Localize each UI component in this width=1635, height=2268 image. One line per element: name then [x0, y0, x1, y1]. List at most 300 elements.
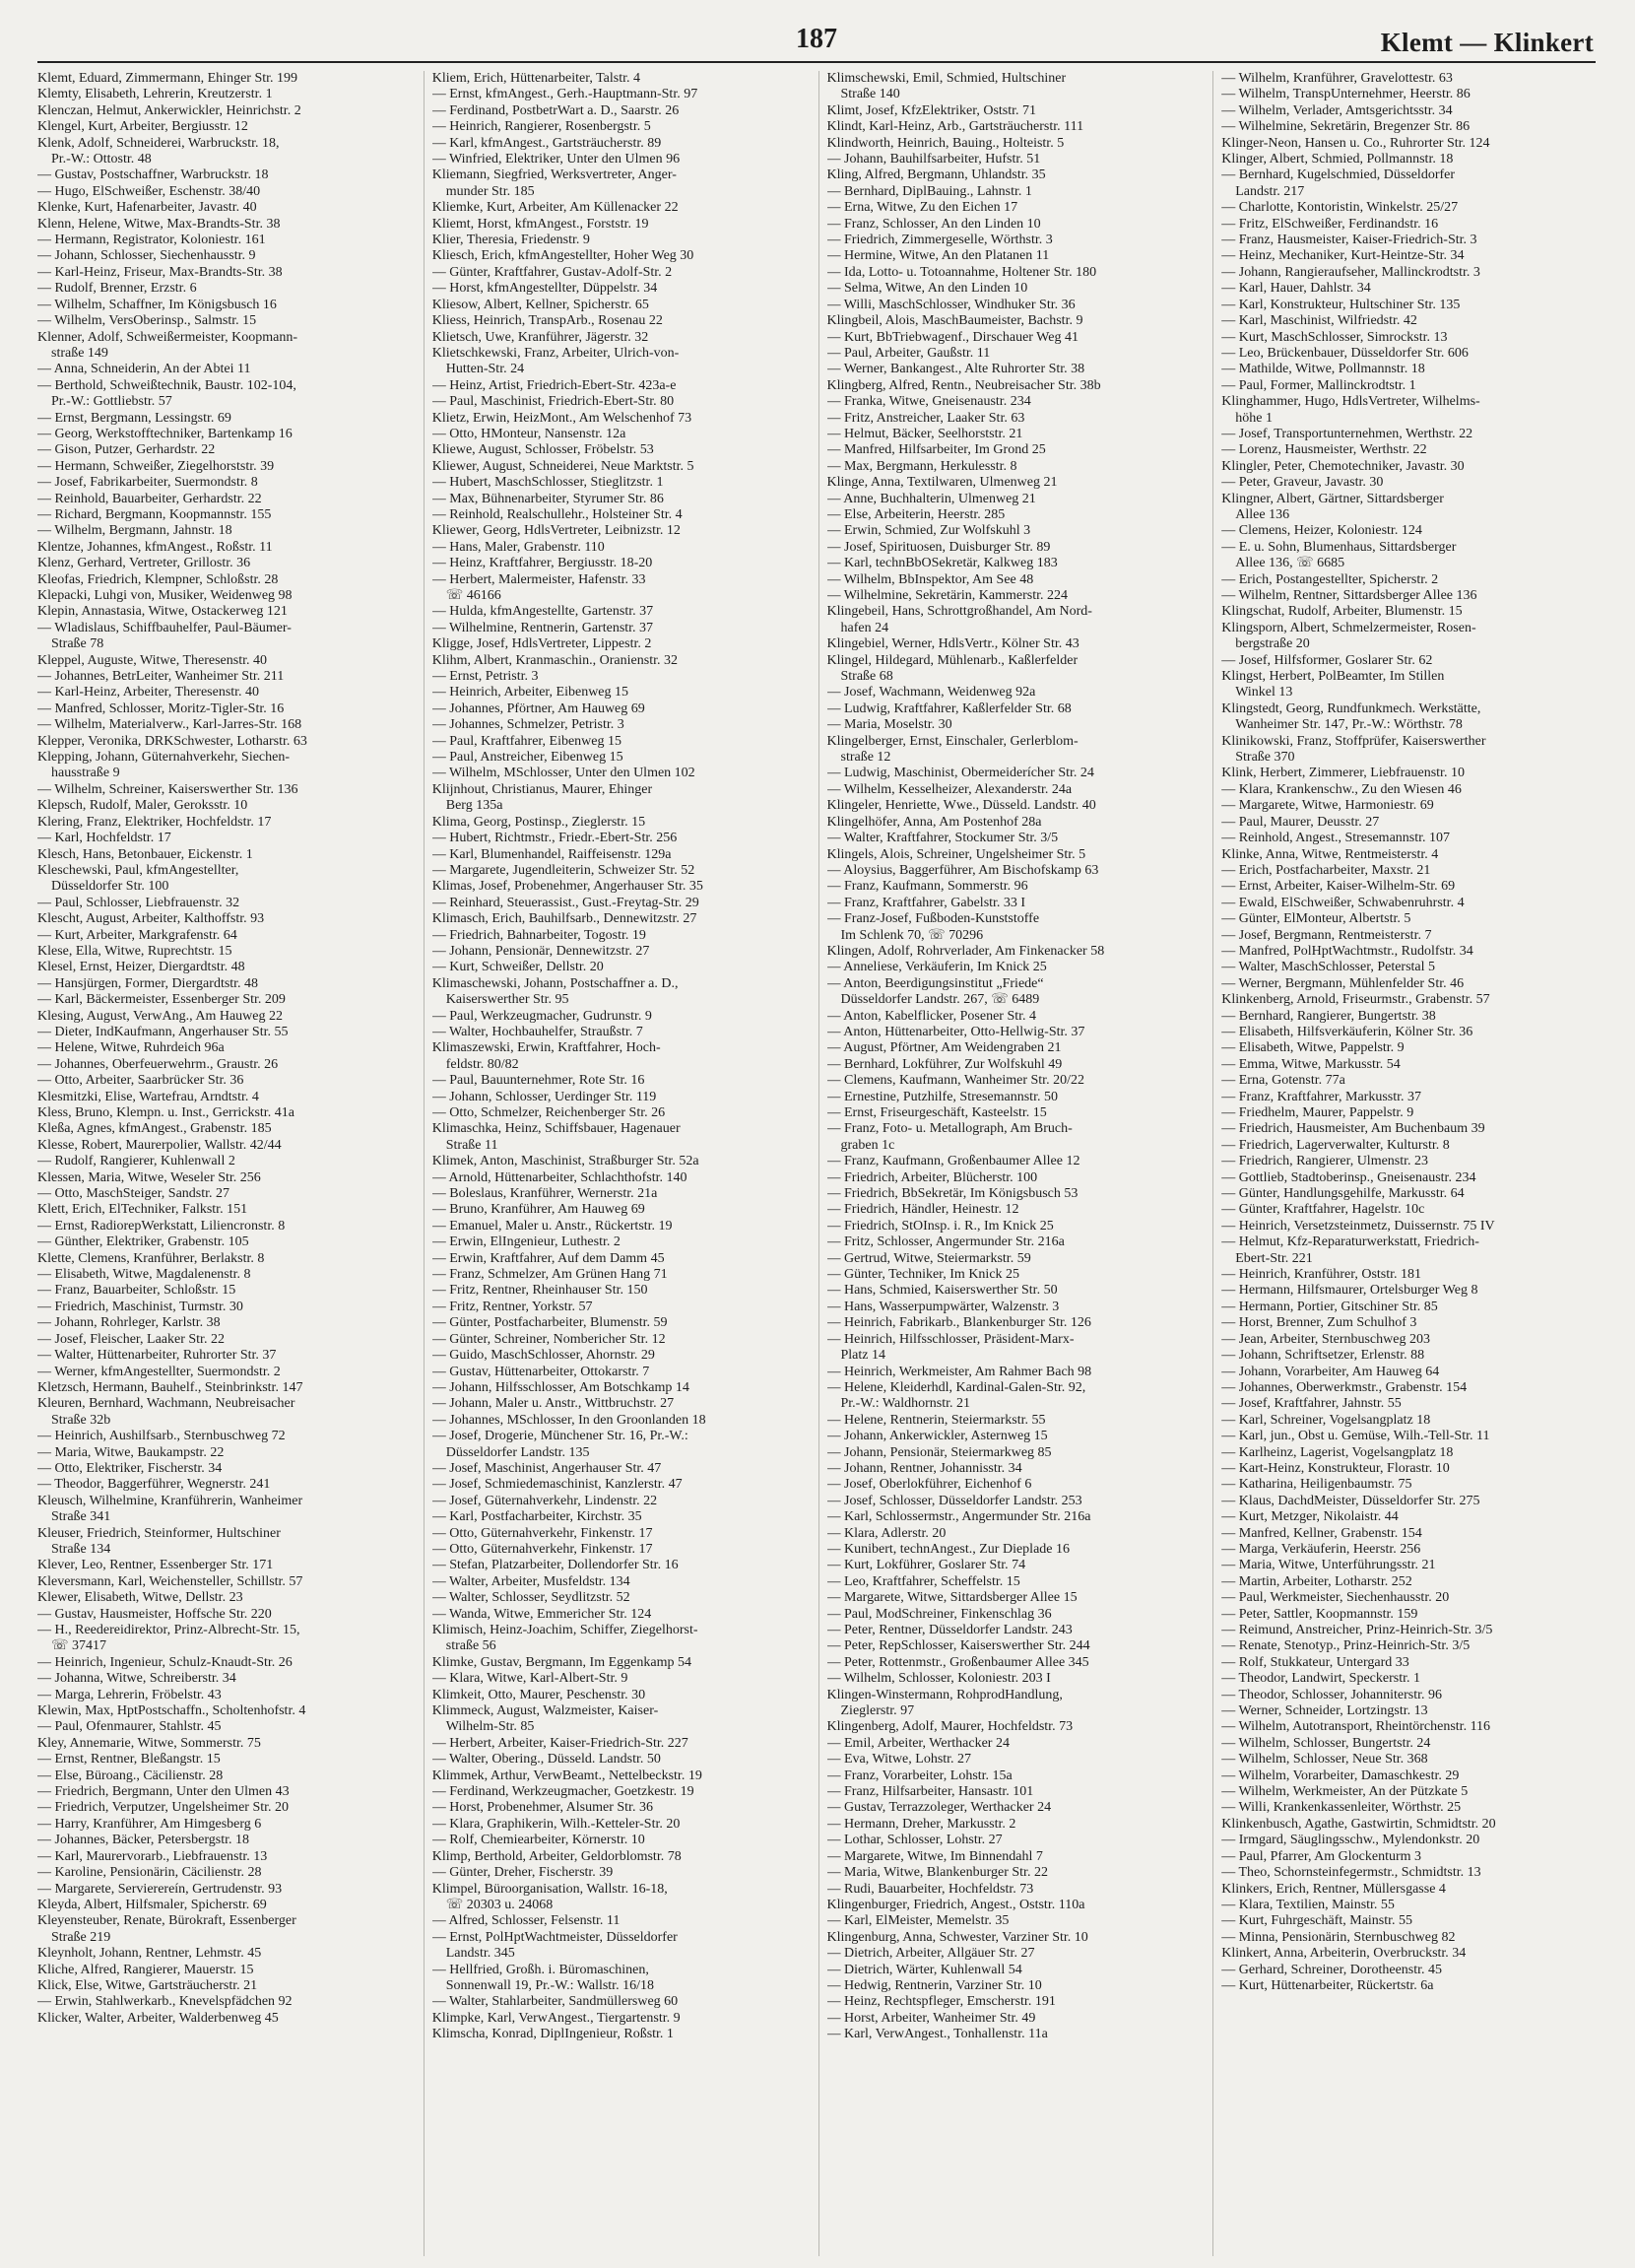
directory-entry: Klenk, Adolf, Schneiderei, Warbruckstr. 18,	[37, 135, 280, 151]
directory-entry: — Lorenz, Hausmeister, Werthstr. 22	[1221, 442, 1427, 458]
directory-entry: — Ida, Lotto- u. Totoannahme, Holtener Str. 180	[826, 264, 1097, 280]
directory-entry: — Anton, Beerdigungsinstitut „Friede“	[826, 975, 1044, 991]
directory-entry: — Maria, Witwe, Baukampstr. 22	[37, 1444, 225, 1460]
directory-entry: — Paul, Werkmeister, Siechenhausstr. 20	[1221, 1590, 1450, 1606]
directory-entry: Klimasch, Erich, Bauhilfsarb., Dennewitzstr. 27	[431, 911, 697, 927]
directory-entry: — Else, Büroang., Cäcilienstr. 28	[37, 1768, 224, 1783]
directory-entry: Klimaszewski, Erwin, Kraftfahrer, Hoch-	[431, 1040, 661, 1056]
directory-entry: — Leo, Brückenbauer, Düsseldorfer Str. 606	[1221, 345, 1469, 361]
directory-entry: — Karl-Heinz, Arbeiter, Theresenstr. 40	[37, 685, 260, 700]
directory-entry: — Selma, Witwe, An den Linden 10	[826, 281, 1028, 297]
directory-entry: — Paul, Bauunternehmer, Rote Str. 16	[431, 1073, 645, 1089]
directory-entry: Zieglerstr. 97	[840, 1703, 915, 1719]
directory-entry: — Paul, Werkzeugmacher, Gudrunstr. 9	[431, 1008, 652, 1024]
directory-column-4	[1212, 71, 1596, 2256]
directory-entry: — Josef, Schmiedemaschinist, Kanzlerstr. 47	[431, 1477, 683, 1493]
directory-entry: — Wanda, Witwe, Emmericher Str. 124	[431, 1606, 652, 1622]
directory-entry: Klijnhout, Christianus, Maurer, Ehinger	[431, 781, 653, 797]
directory-entry: — Klara, Krankenschw., Zu den Wiesen 46	[1221, 781, 1462, 797]
directory-entry: bergstraße 20	[1235, 636, 1310, 652]
directory-entry: — Horst, kfmAngestellter, Düppelstr. 34	[431, 281, 658, 297]
directory-entry: Platz 14	[840, 1348, 885, 1364]
page-range-title: Klemt — Klinkert	[1380, 28, 1594, 57]
directory-entry: — Hugo, ElSchweißer, Eschenstr. 38/40	[37, 183, 261, 199]
directory-entry: — Wilhelm, BbInspektor, Am See 48	[826, 571, 1034, 587]
directory-entry: Klinikowski, Franz, Stoffprüfer, Kaiserswerther	[1221, 733, 1486, 749]
directory-entry: — Martin, Arbeiter, Lotharstr. 252	[1221, 1573, 1412, 1589]
directory-entry: — Johannes, BetrLeiter, Wanheimer Str. 211	[37, 669, 285, 685]
directory-entry: Wanheimer Str. 147, Pr.-W.: Wörthstr. 78	[1235, 717, 1463, 733]
directory-entry: — Gustav, Hüttenarbeiter, Ottokarstr. 7	[431, 1364, 650, 1379]
directory-entry: — Eva, Witwe, Lohstr. 27	[826, 1752, 972, 1768]
directory-entry: — Karl, Bäckermeister, Essenberger Str. 209	[37, 992, 286, 1008]
directory-entry: Straße 370	[1235, 750, 1295, 766]
directory-entry: — Lothar, Schlosser, Lohstr. 27	[826, 1833, 1003, 1848]
directory-entry: Klimp, Berthold, Arbeiter, Geldorblomstr. 78	[431, 1848, 682, 1864]
directory-entry: Klimmeck, August, Walzmeister, Kaiser-	[431, 1703, 659, 1719]
directory-entry: Klesch, Hans, Betonbauer, Eickenstr. 1	[37, 846, 253, 862]
directory-entry: Kleversmann, Karl, Weichensteller, Schillstr. 57	[37, 1573, 303, 1589]
directory-entry: — Wilhelm, MSchlosser, Unter den Ulmen 102	[431, 766, 695, 781]
directory-entry: — Margarete, Witwe, Harmoniestr. 69	[1221, 798, 1434, 814]
directory-entry: feldstr. 80/82	[445, 1056, 519, 1072]
directory-entry: Pr.-W.: Ottostr. 48	[51, 152, 152, 167]
directory-entry: Allee 136, ☏ 6685	[1235, 556, 1345, 571]
directory-entry: Klingstedt, Georg, Rundfunkmech. Werkstätte,	[1221, 700, 1481, 716]
directory-column-3	[818, 71, 1202, 2256]
directory-entry: — Josef, Fleischer, Laaker Str. 22	[37, 1331, 225, 1347]
directory-entry: — Heinrich, Rangierer, Rosenbergstr. 5	[431, 119, 651, 135]
directory-entry: — Wilhelm, Schaffner, Im Königsbusch 16	[37, 297, 277, 312]
directory-entry: Klese, Ella, Witwe, Ruprechtstr. 15	[37, 943, 232, 959]
directory-entry: — Ernst, Friseurgeschäft, Kasteelstr. 15	[826, 1105, 1047, 1120]
directory-entry: — Stefan, Platzarbeiter, Dollendorfer Str. 16	[431, 1558, 679, 1573]
directory-entry: — Otto, Güternahverkehr, Finkenstr. 17	[431, 1541, 653, 1557]
directory-entry: — Ludwig, Maschinist, Obermeiderícher Str. 24	[826, 766, 1094, 781]
directory-entry: Straße 32b	[51, 1412, 111, 1428]
directory-entry: — Josef, Maschinist, Angerhauser Str. 47	[431, 1460, 662, 1476]
directory-entry: Klenner, Adolf, Schweißermeister, Koopmann-	[37, 329, 298, 345]
directory-entry: — Reinhold, Angest., Stresemannstr. 107	[1221, 831, 1451, 846]
directory-entry: Kleyda, Albert, Hilfsmaler, Spicherstr. 69	[37, 1897, 267, 1912]
directory-entry: — Wilhelm, Vorarbeiter, Damaschkestr. 29	[1221, 1768, 1460, 1783]
directory-entry: Allee 136	[1235, 506, 1290, 522]
directory-entry: — Peter, Sattler, Koopmannstr. 159	[1221, 1606, 1418, 1622]
directory-entry: Klepsch, Rudolf, Maler, Geroksstr. 10	[37, 798, 248, 814]
directory-entry: — Heinrich, Fabrikarb., Blankenburger Str. 126	[826, 1315, 1091, 1331]
directory-entry: — Helmut, Bäcker, Seelhorststr. 21	[826, 426, 1023, 441]
directory-entry: — Paul, ModSchreiner, Finkenschlag 36	[826, 1606, 1052, 1622]
directory-entry: — Boleslaus, Kranführer, Wernerstr. 21a	[431, 1186, 658, 1202]
directory-entry: — Otto, Arbeiter, Saarbrücker Str. 36	[37, 1073, 244, 1089]
directory-entry: — Klara, Textilien, Mainstr. 55	[1221, 1897, 1395, 1912]
directory-entry: — Emma, Witwe, Markusstr. 54	[1221, 1056, 1401, 1072]
directory-entry: Klimschewski, Emil, Schmied, Hultschiner	[826, 71, 1067, 86]
directory-entry: Winkel 13	[1235, 685, 1293, 700]
directory-entry: — Kurt, Arbeiter, Markgrafenstr. 64	[37, 927, 237, 943]
directory-entry: Klinge, Anna, Textilwaren, Ulmenweg 21	[826, 475, 1058, 491]
directory-entry: — Kurt, Schweißer, Dellstr. 20	[431, 960, 604, 975]
directory-entry: — Johannes, Pförtner, Am Hauweg 69	[431, 700, 645, 716]
directory-entry: — Wilhelm, Bergmann, Jahnstr. 18	[37, 523, 232, 539]
directory-entry: — Heinz, Mechaniker, Kurt-Heintze-Str. 34	[1221, 248, 1465, 264]
directory-entry: — Paul, Schlosser, Liebfrauenstr. 32	[37, 895, 240, 910]
directory-entry: Klinger, Albert, Schmied, Pollmannstr. 18	[1221, 152, 1454, 167]
directory-entry: — Emanuel, Maler u. Anstr., Rückertstr. 19	[431, 1218, 673, 1234]
directory-entry: — Walter, Hochbauhelfer, Straußstr. 7	[431, 1024, 643, 1039]
directory-entry: — Günther, Elektriker, Grabenstr. 105	[37, 1234, 249, 1250]
directory-entry: — Arnold, Hüttenarbeiter, Schlachthofstr. 140	[431, 1169, 687, 1185]
directory-entry: — Hulda, kfmAngestellte, Gartenstr. 37	[431, 604, 654, 620]
directory-entry: Klingberg, Alfred, Rentn., Neubreisacher Str. 38b	[826, 377, 1101, 393]
directory-entry: — Johann, Ankerwickler, Asternweg 15	[826, 1429, 1048, 1444]
directory-entry: — Emil, Arbeiter, Werthacker 24	[826, 1735, 1010, 1751]
directory-entry: Klindworth, Heinrich, Bauing., Holteistr. 5	[826, 135, 1065, 151]
directory-entry: — Paul, Maschinist, Friedrich-Ebert-Str. 80	[431, 394, 675, 410]
directory-entry: — Manfred, Hilfsarbeiter, Im Grond 25	[826, 442, 1046, 458]
directory-entry: — Franz, Schlosser, An den Linden 10	[826, 216, 1041, 232]
directory-entry: — Kurt, MaschSchlosser, Simrockstr. 13	[1221, 329, 1448, 345]
directory-entry: — Walter, MaschSchlosser, Peterstal 5	[1221, 960, 1436, 975]
directory-column-1	[37, 71, 412, 2256]
directory-entry: — Johann, Schriftsetzer, Erlenstr. 88	[1221, 1348, 1425, 1364]
directory-entry: Kliesow, Albert, Kellner, Spicherstr. 65	[431, 297, 649, 312]
directory-entry: — Karl, Konstrukteur, Hultschiner Str. 135	[1221, 297, 1461, 312]
directory-entry: — Friedrich, BbSekretär, Im Königsbusch 53	[826, 1186, 1079, 1202]
directory-entry: — Walter, Schlosser, Seydlitzstr. 52	[431, 1590, 630, 1606]
directory-entry: — Herbert, Arbeiter, Kaiser-Friedrich-Str. 227	[431, 1735, 688, 1751]
directory-entry: — Guido, MaschSchlosser, Ahornstr. 29	[431, 1348, 655, 1364]
directory-entry: — Heinrich, Arbeiter, Eibenweg 15	[431, 685, 629, 700]
directory-entry: Düsseldorfer Str. 100	[51, 879, 169, 895]
directory-entry: — Karl, Maschinist, Wilfriedstr. 42	[1221, 313, 1417, 329]
directory-entry: — Werner, Bankangest., Alte Ruhrorter Str. 38	[826, 362, 1085, 377]
directory-entry: — Kurt, Metzger, Nikolaistr. 44	[1221, 1509, 1399, 1525]
directory-entry: Kliewe, August, Schlosser, Fröbelstr. 53	[431, 442, 654, 458]
directory-entry: — Friedrich, Bahnarbeiter, Togostr. 19	[431, 927, 646, 943]
directory-entry: Berg 135a	[445, 798, 503, 814]
directory-entry: — Kurt, Lokführer, Goslarer Str. 74	[826, 1558, 1026, 1573]
directory-entry: — Karl, Maurervorarb., Liebfrauenstr. 13	[37, 1848, 268, 1864]
directory-entry: — Friedrich, Rangierer, Ulmenstr. 23	[1221, 1154, 1429, 1169]
directory-entry: — Erwin, ElIngenieur, Luthestr. 2	[431, 1234, 621, 1250]
directory-entry: — Karl, Hauer, Dahlstr. 34	[1221, 281, 1371, 297]
directory-entry: — Alfred, Schlosser, Felsenstr. 11	[431, 1913, 621, 1929]
directory-entry: — Horst, Probenehmer, Alsumer Str. 36	[431, 1800, 653, 1816]
directory-entry: — Ernst, Bergmann, Lessingstr. 69	[37, 410, 231, 426]
directory-entry: — Hermann, Dreher, Markusstr. 2	[826, 1816, 1016, 1832]
directory-entry: — Wilhelmine, Sekretärin, Bregenzer Str. 86	[1221, 119, 1471, 135]
directory-entry: — Josef, Spirituosen, Duisburger Str. 89	[826, 539, 1051, 555]
directory-entry: — Wilhelm, Kranführer, Gravelottestr. 63	[1221, 71, 1453, 86]
directory-entry: — E. u. Sohn, Blumenhaus, Sittardsberger	[1221, 539, 1457, 555]
directory-entry: Klesmitzki, Elise, Wartefrau, Arndtstr. 4	[37, 1089, 259, 1104]
directory-entry: Wilhelm-Str. 85	[445, 1719, 535, 1735]
directory-entry: Klingebeil, Hans, Schrottgroßhandel, Am Nord-	[826, 604, 1092, 620]
directory-entry: — Anton, Hüttenarbeiter, Otto-Hellwig-Str. 37	[826, 1024, 1085, 1039]
directory-entry: Kliewer, Georg, HdlsVertreter, Leibnizstr. 12	[431, 523, 681, 539]
directory-entry: Kliewer, August, Schneiderei, Neue Marktstr. 5	[431, 458, 694, 474]
directory-entry: — Werner, Bergmann, Mühlenfelder Str. 46	[1221, 975, 1465, 991]
directory-entry: Klingner, Albert, Gärtner, Sittardsberger	[1221, 491, 1444, 506]
directory-entry: Klimscha, Konrad, DiplIngenieur, Roßstr. 1	[431, 2027, 674, 2042]
directory-entry: Kleuser, Friedrich, Steinformer, Hultschiner	[37, 1525, 281, 1541]
directory-entry: Klenz, Gerhard, Vertreter, Grillostr. 36	[37, 556, 251, 571]
directory-entry: — Winfried, Elektriker, Unter den Ulmen 96	[431, 152, 681, 167]
directory-entry: — Wilhelmine, Rentnerin, Gartenstr. 37	[431, 620, 654, 635]
directory-entry: Klever, Leo, Rentner, Essenberger Str. 171	[37, 1558, 274, 1573]
directory-entry: — Friedrich, StOInsp. i. R., Im Knick 25	[826, 1218, 1054, 1234]
directory-entry: — Josef, Transportunternehmen, Werthstr. 22	[1221, 426, 1473, 441]
directory-entry: — Anne, Buchhalterin, Ulmenweg 21	[826, 491, 1036, 506]
directory-entry: — Hans, Maler, Grabenstr. 110	[431, 539, 605, 555]
directory-entry: Kley, Annemarie, Witwe, Sommerstr. 75	[37, 1735, 261, 1751]
directory-entry: — Anneliese, Verkäuferin, Im Knick 25	[826, 960, 1047, 975]
directory-entry: — Hermann, Portier, Gitschiner Str. 85	[1221, 1299, 1438, 1314]
directory-entry: — Karl, VerwAngest., Tonhallenstr. 11a	[826, 2027, 1048, 2042]
directory-entry: — Friedrich, Bergmann, Unter den Ulmen 43	[37, 1784, 290, 1800]
directory-entry: — Günter, Kraftfahrer, Gustav-Adolf-Str. 2	[431, 264, 673, 280]
directory-entry: Landstr. 217	[1235, 183, 1305, 199]
directory-entry: Klingenburger, Friedrich, Angest., Oststr. 110a	[826, 1897, 1085, 1912]
directory-entry: — Gustav, Hausmeister, Hoffsche Str. 220	[37, 1606, 272, 1622]
directory-entry: — Theodor, Schlosser, Johanniterstr. 96	[1221, 1687, 1443, 1702]
directory-entry: — Josef, Drogerie, Münchener Str. 16, Pr.-W.:	[431, 1429, 688, 1444]
directory-entry: — Karl, kfmAngest., Gartsträucherstr. 89	[431, 135, 662, 151]
directory-entry: — Hermann, Registrator, Koloniestr. 161	[37, 233, 266, 248]
directory-entry: Klimkeit, Otto, Maurer, Peschenstr. 30	[431, 1687, 646, 1702]
directory-entry: — Josef, Schlosser, Düsseldorfer Landstr. 253	[826, 1493, 1082, 1508]
directory-entry: — Karl, Hochfeldstr. 17	[37, 831, 171, 846]
directory-entry: — Erich, Postfacharbeiter, Maxstr. 21	[1221, 862, 1431, 878]
directory-entry: — Max, Bergmann, Herkulesstr. 8	[826, 458, 1017, 474]
directory-entry: — Wilhelm, Kesselheizer, Alexanderstr. 24a	[826, 781, 1073, 797]
directory-entry: Klimaschewski, Johann, Postschaffner a. D.,	[431, 975, 679, 991]
directory-entry: — Otto, Schmelzer, Reichenberger Str. 26	[431, 1105, 666, 1120]
directory-entry: Klick, Else, Witwe, Gartsträucherstr. 21	[37, 1977, 258, 1993]
directory-entry: Ebert-Str. 221	[1235, 1250, 1313, 1266]
directory-entry: — Kurt, Fuhrgeschäft, Mainstr. 55	[1221, 1913, 1413, 1929]
directory-entry: Kliemann, Siegfried, Werksvertreter, Anger-	[431, 167, 677, 183]
directory-entry: — Franz, Kraftfahrer, Markusstr. 37	[1221, 1089, 1422, 1104]
directory-entry: — Johannes, Schmelzer, Petristr. 3	[431, 717, 624, 733]
directory-entry: — Johann, Pensionär, Steiermarkweg 85	[826, 1444, 1052, 1460]
directory-entry: — Ernst, RadiorepWerkstatt, Liliencronstr. 8	[37, 1218, 286, 1234]
directory-entry: — Günter, Postfacharbeiter, Blumenstr. 59	[431, 1315, 668, 1331]
directory-entry: — Walter, Hüttenarbeiter, Ruhrorter Str. 37	[37, 1348, 277, 1364]
directory-entry: — Harry, Kranführer, Am Himgesberg 6	[37, 1816, 262, 1832]
directory-entry: Klinghammer, Hugo, HdlsVertreter, Wilhelms-	[1221, 394, 1480, 410]
directory-entry: — August, Pförtner, Am Weidengraben 21	[826, 1040, 1062, 1056]
directory-entry: Klenczan, Helmut, Ankerwickler, Heinrichstr. 2	[37, 102, 301, 118]
directory-entry: straße 149	[51, 345, 108, 361]
directory-entry: — Wilhelm, Schlosser, Bungertstr. 24	[1221, 1735, 1431, 1751]
directory-entry: — Margarete, Jugendleiterin, Schweizer Str. 52	[431, 862, 695, 878]
directory-entry: — Heinrich, Ingenieur, Schulz-Knaudt-Str. 26	[37, 1654, 293, 1670]
directory-entry: — Elisabeth, Witwe, Pappelstr. 9	[1221, 1040, 1405, 1056]
directory-entry: — Horst, Arbeiter, Wanheimer Str. 49	[826, 2010, 1036, 2026]
directory-entry: Straße 219	[51, 1929, 111, 1945]
directory-entry: — Maria, Moselstr. 30	[826, 717, 952, 733]
directory-entry: — Reinhard, Steuerassist., Gust.-Freytag-Str. 29	[431, 895, 699, 910]
directory-entry: Kleschewski, Paul, kfmAngestellter,	[37, 862, 239, 878]
directory-entry: — Erwin, Stahlwerkarb., Knevelspfädchen 92	[37, 1994, 293, 2010]
directory-entry: — Josef, Wachmann, Weidenweg 92a	[826, 685, 1036, 700]
directory-entry: Klimas, Josef, Probenehmer, Angerhauser Str. 35	[431, 879, 703, 895]
directory-entry: — Hans, Wasserpumpwärter, Walzenstr. 3	[826, 1299, 1060, 1314]
directory-entry: Klering, Franz, Elektriker, Hochfeldstr. 17	[37, 814, 272, 830]
directory-entry: — H., Reedereidirektor, Prinz-Albrecht-Str. 15,	[37, 1623, 300, 1637]
directory-entry: — Margarete, Servierereín, Gertrudenstr. 93	[37, 1881, 283, 1897]
directory-entry: Klietschkewski, Franz, Arbeiter, Ulrich-von-	[431, 345, 680, 361]
directory-entry: Klimpel, Büroorganisation, Wallstr. 16-18,	[431, 1881, 668, 1897]
directory-entry: — Ewald, ElSchweißer, Schwabenruhrstr. 4	[1221, 895, 1465, 910]
directory-entry: — Karl, Postfacharbeiter, Kirchstr. 35	[431, 1509, 642, 1525]
directory-entry: Kleuren, Bernhard, Wachmann, Neubreisacher	[37, 1396, 295, 1412]
directory-entry: — Wilhelm, Schlosser, Neue Str. 368	[1221, 1752, 1428, 1768]
directory-entry: — Günter, Techniker, Im Knick 25	[826, 1267, 1020, 1283]
directory-entry: — Karl-Heinz, Friseur, Max-Brandts-Str. 38	[37, 264, 283, 280]
directory-entry: Klima, Georg, Postinsp., Zieglerstr. 15	[431, 814, 646, 830]
directory-entry: Klimmek, Arthur, VerwBeamt., Nettelbeckstr. 19	[431, 1768, 702, 1783]
directory-entry: Klihm, Albert, Kranmaschin., Oranienstr. 32	[431, 652, 678, 668]
directory-entry: — Johann, Hilfsschlosser, Am Botschkamp 14	[431, 1379, 689, 1395]
directory-entry: — Kurt, BbTriebwagenf., Dirschauer Weg 41	[826, 329, 1079, 345]
directory-entry: Kliemt, Horst, kfmAngest., Forststr. 19	[431, 216, 649, 232]
directory-entry: Klinke, Anna, Witwe, Rentmeisterstr. 4	[1221, 846, 1439, 862]
directory-entry: — Johann, Rangieraufseher, Mallinckrodtstr. 3	[1221, 264, 1480, 280]
directory-entry: — Wilhelm, Schlosser, Koloniestr. 203 I	[826, 1671, 1051, 1687]
directory-entry: — Hermine, Witwe, An den Platanen 11	[826, 248, 1050, 264]
directory-entry: Klingschat, Rudolf, Arbeiter, Blumenstr. 15	[1221, 604, 1463, 620]
directory-entry: — Franz-Josef, Fußboden-Kunststoffe	[826, 911, 1040, 927]
directory-entry: — Fritz, ElSchweißer, Ferdinandstr. 16	[1221, 216, 1439, 232]
directory-entry: — Otto, Güternahverkehr, Finkenstr. 17	[431, 1525, 653, 1541]
directory-entry: Pr.-W.: Gottliebstr. 57	[51, 394, 172, 410]
directory-entry: — Marga, Verkäuferin, Heerstr. 256	[1221, 1541, 1421, 1557]
directory-entry: — Josef, Oberlokführer, Eichenhof 6	[826, 1477, 1032, 1493]
directory-entry: — Franz, Schmelzer, Am Grünen Hang 71	[431, 1267, 668, 1283]
directory-entry: — Klaus, DachdMeister, Düsseldorfer Str. 275	[1221, 1493, 1480, 1508]
directory-entry: — Walter, Arbeiter, Musfeldstr. 134	[431, 1573, 630, 1589]
directory-entry: — Johann, Schlosser, Uerdinger Str. 119	[431, 1089, 657, 1104]
directory-entry: Klingen-Winstermann, RohprodHandlung,	[826, 1687, 1063, 1702]
directory-entry: — Wilhelm, Schreiner, Kaiserswerther Str. 136	[37, 781, 298, 797]
directory-entry: Klietz, Erwin, HeizMont., Am Welschenhof 73	[431, 410, 692, 426]
directory-entry: — Hubert, MaschSchlosser, Stieglitzstr. 1	[431, 475, 664, 491]
directory-entry: — Karl, jun., Obst u. Gemüse, Wilh.-Tell-Str. 11	[1221, 1429, 1490, 1444]
directory-entry: — Bruno, Kranführer, Am Hauweg 69	[431, 1202, 645, 1218]
directory-entry: Kling, Alfred, Bergmann, Uhlandstr. 35	[826, 167, 1046, 183]
directory-entry: — Karl, Blumenhandel, Raiffeisenstr. 129a	[431, 846, 672, 862]
directory-entry: — Margarete, Witwe, Sittardsberger Allee 15	[826, 1590, 1078, 1606]
directory-entry: Kleynholt, Johann, Rentner, Lehmstr. 45	[37, 1946, 262, 1962]
directory-entry: — Heinrich, Kranführer, Oststr. 181	[1221, 1267, 1422, 1283]
directory-entry: — Manfred, Kellner, Grabenstr. 154	[1221, 1525, 1422, 1541]
directory-entry: — Helene, Witwe, Ruhrdeich 96a	[37, 1040, 225, 1056]
directory-entry: — Dieter, IndKaufmann, Angerhauser Str. 55	[37, 1024, 289, 1039]
directory-entry: Straße 341	[51, 1509, 111, 1525]
directory-entry: Düsseldorfer Landstr. 267, ☏ 6489	[840, 992, 1040, 1008]
directory-entry: Straße 134	[51, 1541, 111, 1557]
directory-entry: Klentze, Johannes, kfmAngest., Roßstr. 11	[37, 539, 273, 555]
directory-entry: — Werner, kfmAngestellter, Suermondstr. 2	[37, 1364, 281, 1379]
directory-entry: Klewer, Elisabeth, Witwe, Dellstr. 23	[37, 1590, 243, 1606]
directory-entry: — Gustav, Postschaffner, Warbruckstr. 18	[37, 167, 269, 183]
directory-entry: Im Schlenk 70, ☏ 70296	[840, 927, 984, 943]
directory-entry: — Clemens, Kaufmann, Wanheimer Str. 20/22	[826, 1073, 1084, 1089]
directory-entry: Klingenberg, Adolf, Maurer, Hochfeldstr. 73	[826, 1719, 1074, 1735]
directory-entry: — Franz, Kaufmann, Sommerstr. 96	[826, 879, 1028, 895]
directory-entry: Klett, Erich, ElTechniker, Falkstr. 151	[37, 1202, 248, 1218]
directory-entry: — Johanna, Witwe, Schreiberstr. 34	[37, 1671, 236, 1687]
directory-entry: — Hermann, Schweißer, Ziegelhorststr. 39	[37, 458, 275, 474]
directory-entry: Klingebiel, Werner, HdlsVertr., Kölner Str. 43	[826, 636, 1079, 652]
directory-entry: — Herbert, Malermeister, Hafenstr. 33	[431, 571, 646, 587]
directory-entry: Klimpke, Karl, VerwAngest., Tiergartenstr. 9	[431, 2010, 681, 2026]
directory-entry: — Hellfried, Großh. i. Büromaschinen,	[431, 1962, 649, 1977]
directory-entry: Klier, Theresia, Friedenstr. 9	[431, 233, 590, 248]
directory-entry: — Paul, Former, Mallinckrodtstr. 1	[1221, 377, 1416, 393]
directory-entry: Düsseldorfer Landstr. 135	[445, 1444, 590, 1460]
directory-column-2	[424, 71, 807, 2256]
directory-entry: ☏ 37417	[51, 1638, 107, 1654]
directory-entry: — Wilhelm, Autotransport, Rheintörchenstr. 116	[1221, 1719, 1491, 1735]
directory-entry: — Wilhelmine, Sekretärin, Kammerstr. 224	[826, 588, 1069, 603]
directory-entry: — Gison, Putzer, Gerhardstr. 22	[37, 442, 216, 458]
directory-entry: — Erna, Gotenstr. 77a	[1221, 1073, 1345, 1089]
directory-entry: Sonnenwall 19, Pr.-W.: Wallstr. 16/18	[445, 1977, 654, 1993]
directory-entry: — Franz, Kaufmann, Großenbaumer Allee 12	[826, 1154, 1080, 1169]
directory-entry: — Josef, Hilfsformer, Goslarer Str. 62	[1221, 652, 1433, 668]
directory-entry: — Ernst, kfmAngest., Gerh.-Hauptmann-Str. 97	[431, 87, 698, 102]
directory-entry: Klinkenberg, Arnold, Friseurmstr., Grabenstr. 57	[1221, 992, 1490, 1008]
directory-entry: Klesing, August, VerwAng., Am Hauweg 22	[37, 1008, 284, 1024]
directory-entry: — Helmut, Kfz-Reparaturwerkstatt, Friedrich-	[1221, 1234, 1479, 1250]
directory-entry: — Helene, Rentnerin, Steiermarkstr. 55	[826, 1412, 1046, 1428]
directory-entry: — Friedrich, Verputzer, Ungelsheimer Str. 20	[37, 1800, 290, 1816]
directory-entry: — Walter, Obering., Düsseld. Landstr. 50	[431, 1752, 661, 1768]
directory-entry: — Paul, Kraftfahrer, Eibenweg 15	[431, 733, 622, 749]
directory-entry: Klimisch, Heinz-Joachim, Schiffer, Ziegelhorst-	[431, 1623, 698, 1637]
page-header	[37, 22, 1596, 63]
directory-entry: Klingbeil, Alois, MaschBaumeister, Bachstr. 9	[826, 313, 1083, 329]
directory-entry: — Jean, Arbeiter, Sternbuschweg 203	[1221, 1331, 1430, 1347]
directory-entry: hafen 24	[840, 620, 889, 635]
directory-entry: — Johann, Rentner, Johannisstr. 34	[826, 1460, 1022, 1476]
directory-entry: — Otto, HMonteur, Nansenstr. 12a	[431, 426, 626, 441]
directory-entry: — Fritz, Anstreicher, Laaker Str. 63	[826, 410, 1025, 426]
directory-entry: — Max, Bühnenarbeiter, Styrumer Str. 86	[431, 491, 664, 506]
directory-entry: — Franz, Foto- u. Metallograph, Am Bruch-	[826, 1121, 1073, 1137]
directory-entry: — Aloysius, Baggerführer, Am Bischofskamp 63	[826, 862, 1099, 878]
directory-entry: Kliem, Erich, Hüttenarbeiter, Talstr. 4	[431, 71, 641, 86]
directory-entry: — Leo, Kraftfahrer, Scheffelstr. 15	[826, 1573, 1020, 1589]
directory-entry: Straße 78	[51, 636, 104, 652]
directory-entry: Klengel, Kurt, Arbeiter, Bergiusstr. 12	[37, 119, 248, 135]
directory-entry: — Karl, Schreiner, Vogelsangplatz 18	[1221, 1412, 1431, 1428]
directory-entry: — Erich, Postangestellter, Spicherstr. 2	[1221, 571, 1439, 587]
directory-entry: Klinger-Neon, Hansen u. Co., Ruhrorter Str. 124	[1221, 135, 1490, 151]
directory-entry: — Paul, Ofenmaurer, Stahlstr. 45	[37, 1719, 222, 1735]
directory-entry: Klinkers, Erich, Rentner, Müllersgasse 4	[1221, 1881, 1446, 1897]
directory-entry: — Willi, Krankenkassenleiter, Wörthstr. 25	[1221, 1800, 1462, 1816]
directory-entry: — Klara, Adlerstr. 20	[826, 1525, 947, 1541]
directory-entry: — Friedrich, Arbeiter, Blücherstr. 100	[826, 1169, 1038, 1185]
directory-entry: hausstraße 9	[51, 766, 120, 781]
directory-entry: — Horst, Brenner, Zum Schulhof 3	[1221, 1315, 1417, 1331]
directory-entry: straße 56	[445, 1638, 496, 1654]
